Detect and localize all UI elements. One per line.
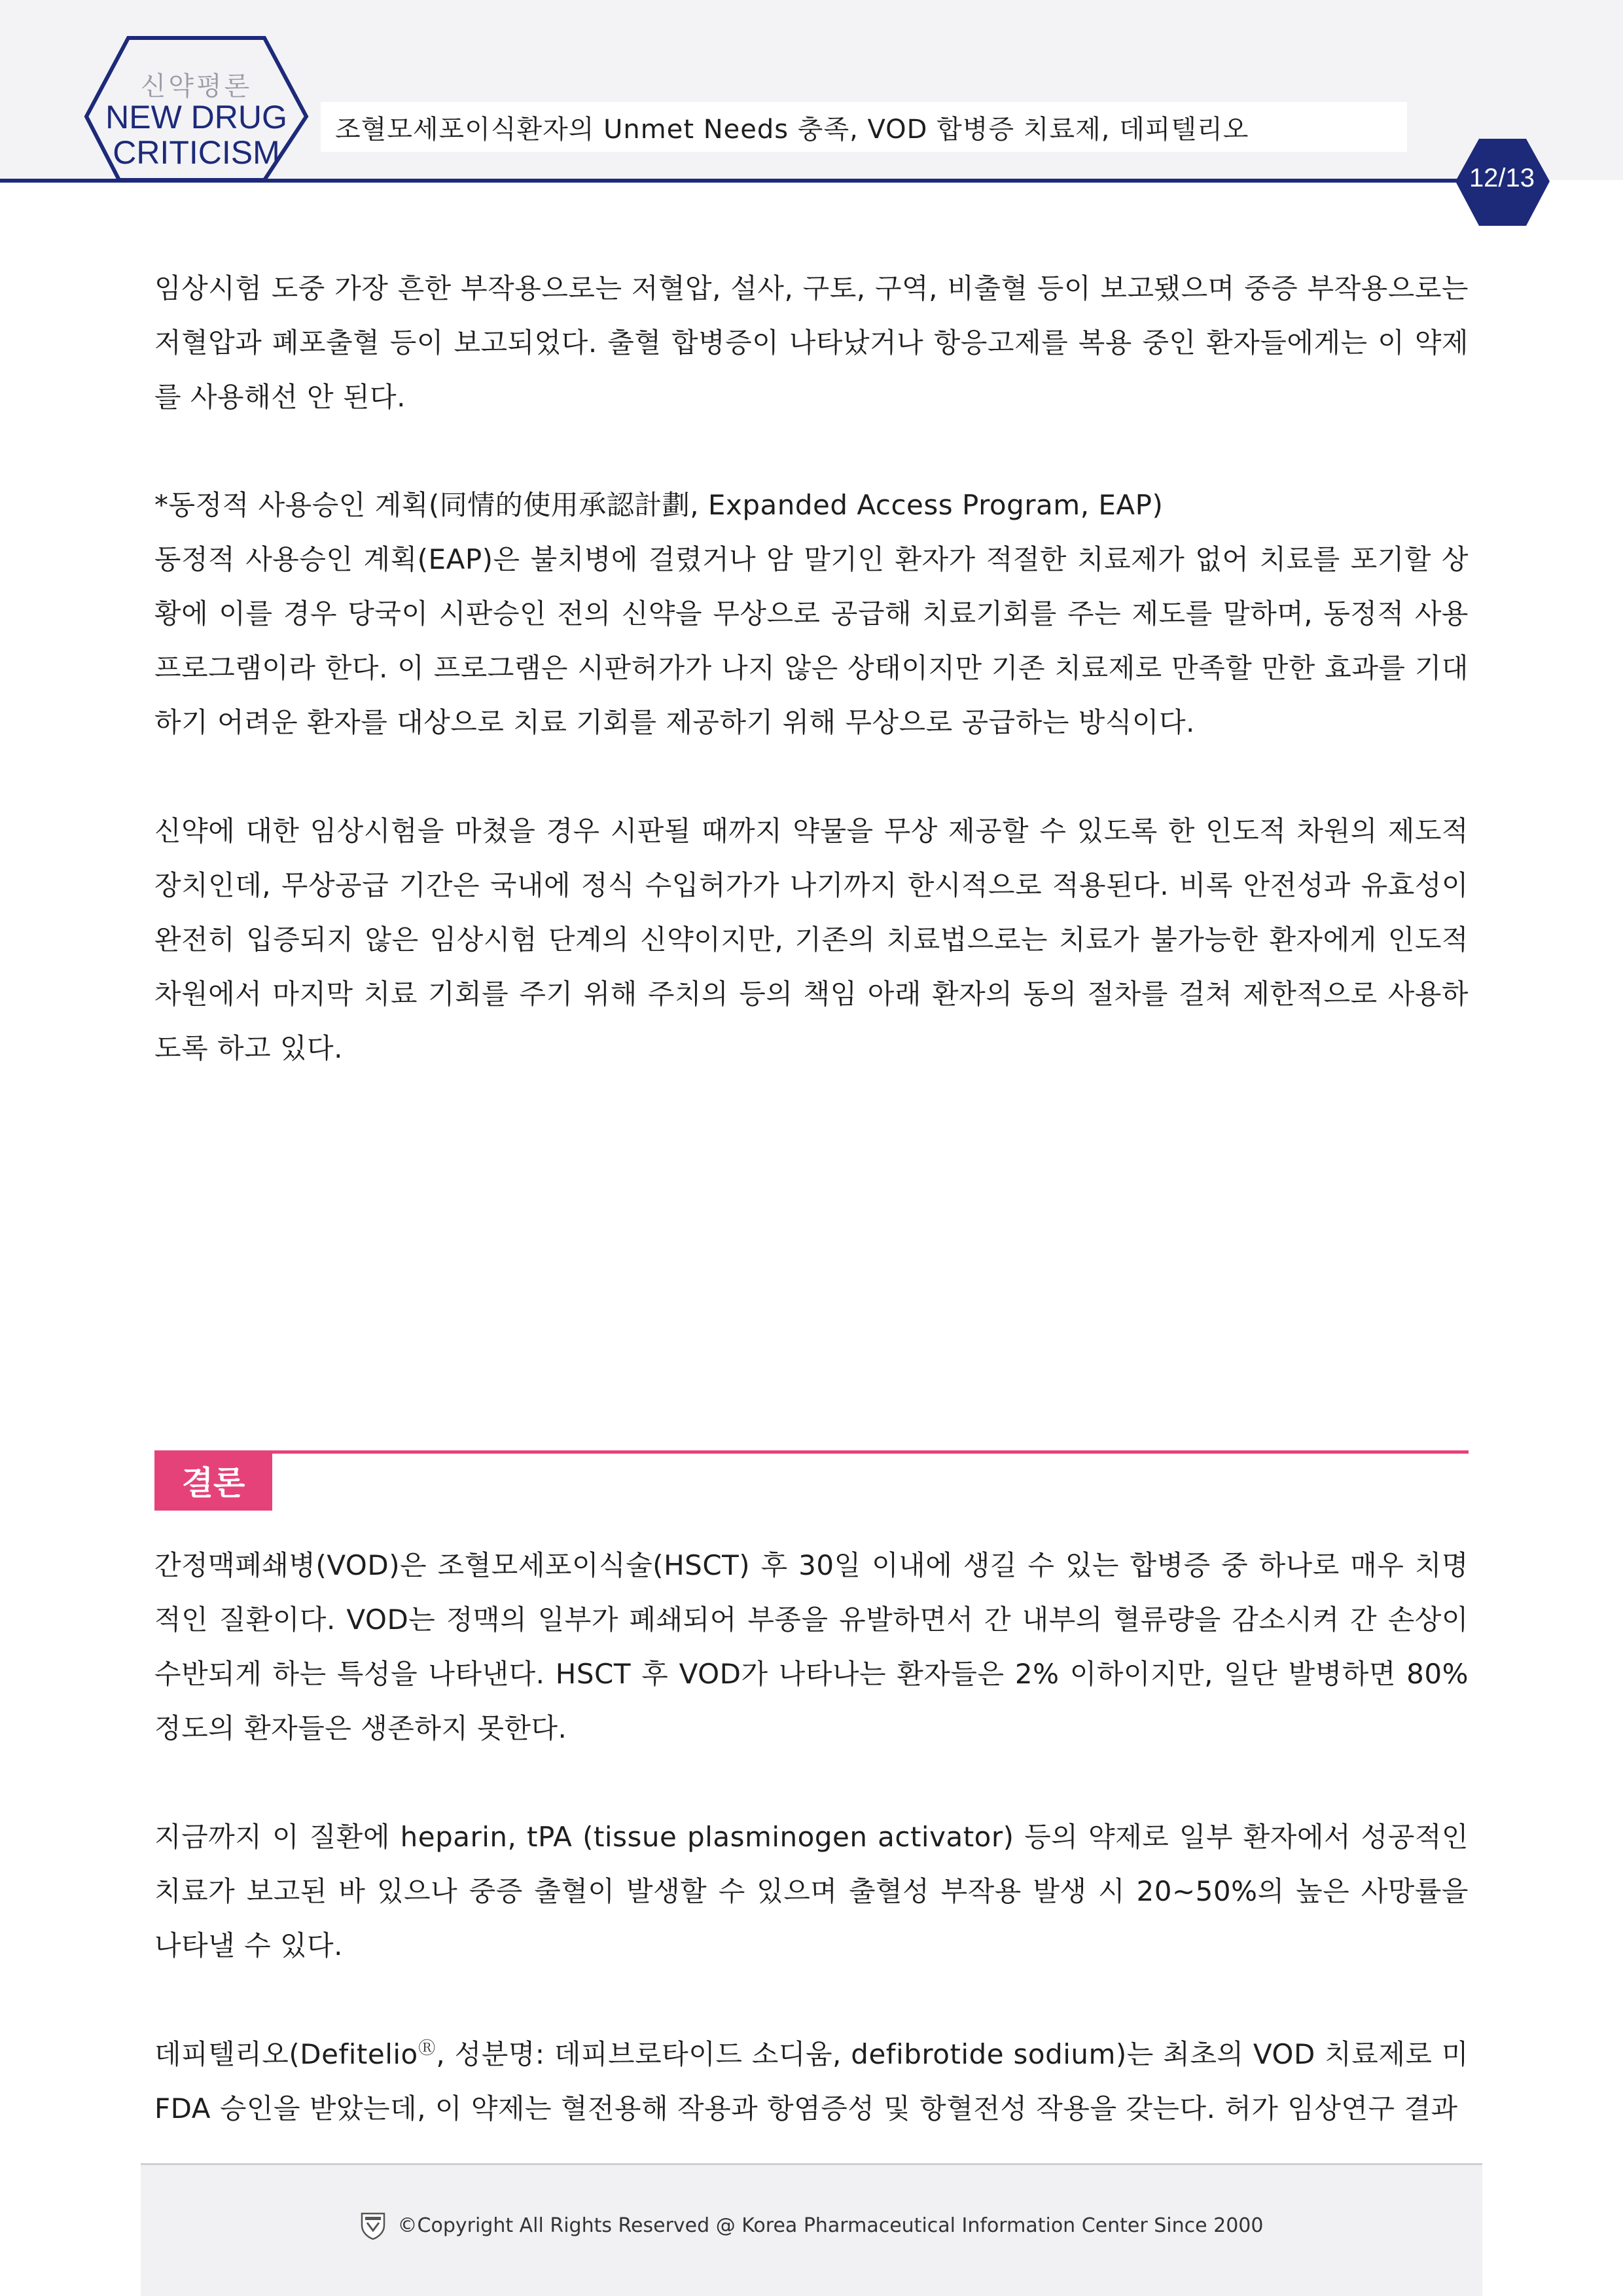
conclusion-p3-rest: , 성분명: 데피브로타이드 소디움, defibrotide sodium)는 최초의 VOD 치료제로 미 FDA 승인을 받았는데, 이 약제는 혈전용해 작용과 항염증성 및 항혈전성 작용을 갖는다. 허가 임상연구 결과 — [154, 2038, 1469, 2125]
logo-line-2: CRITICISM — [113, 134, 280, 171]
logo-english — [79, 99, 314, 170]
conclusion-rule — [154, 1450, 1469, 1454]
registered-mark: Ⓡ — [418, 2039, 437, 2058]
conclusion-heading: 결론 — [154, 1450, 272, 1511]
footer-copyright: ©Copyright All Rights Reserved @ Korea Pharmaceutical Information Center Since 2000 — [397, 2214, 1264, 2237]
conclusion-paragraph-3 — [154, 2027, 1469, 2136]
body-paragraph-2: 동정적 사용승인 계획(EAP)은 불치병에 걸렸거나 암 말기인 환자가 적절한 치료제가 없어 치료를 포기할 상황에 이를 경우 당국이 시판승인 전의 신약을 무상으로 공급해 치료기회를 주는 제도를 말하며, 동정적 사용 프로그램이라 한다. 이 프로그램은 시판허가가 나지 않은 상태이지만 기존 치료제로 만족할 만한 효과를 기대하기 어려운 환자를 대상으로 치료 기회를 제공하기 위해 무상으로 공급하는 방식이다. — [154, 543, 1469, 738]
logo-korean: 신약평론 — [140, 71, 253, 101]
body-paragraph-3: 신약에 대한 임상시험을 마쳤을 경우 시판될 때까지 약물을 무상 제공할 수 있도록 한 인도적 차원의 제도적 장치인데, 무상공급 기간은 국내에 정식 수입허가가 나기까지 한시적으로 적용된다. 비록 안전성과 유효성이 완전히 입증되지 않은 임상시험 단계의 신약이지만, 기존의 치료법으로는 치료가 불가능한 환자에게 인도적 차원에서 마지막 치료 기회를 주기 위해 주치의 등의 책임 아래 환자의 동의 절차를 걸쳐 제한적으로 사용하도록 하고 있다. — [154, 815, 1469, 1064]
conclusion-p3-start: 데피텔리오(Defitelio — [154, 2038, 418, 2070]
conclusion-paragraph-2: 지금까지 이 질환에 heparin, tPA (tissue plasminogen activator) 등의 약제로 일부 환자에서 성공적인 치료가 보고된 바 있으나 중증 출혈이 발생할 수 있으며 출혈성 부작용 발생 시 20~50%의 높은 사망률을 나타낼 수 있다. — [154, 1821, 1469, 1962]
conclusion-paragraph-1: 간정맥폐쇄병(VOD)은 조혈모세포이식술(HSCT) 후 30일 이내에 생길 수 있는 합병증 중 하나로 매우 치명적인 질환이다. VOD는 정맥의 일부가 폐쇄되어 부종을 유발하면서 간 내부의 혈류량을 감소시켜 간 손상이 수반되게 하는 특성을 나타낸다. HSCT 후 VOD가 나타나는 환자들은 2% 이하이지만, 일단 발병하면 80% 정도의 환자들은 생존하지 못한다. — [154, 1549, 1469, 1744]
eap-heading: *동정적 사용승인 계획(同情的使用承認計劃, Expanded Access Program, EAP) — [154, 489, 1164, 521]
logo-line-1: NEW DRUG — [105, 99, 287, 135]
page-indicator: 12/13 — [1469, 164, 1535, 192]
crest-icon — [360, 2211, 386, 2240]
footer — [0, 2211, 1623, 2240]
body-paragraph-1: 임상시험 도중 가장 흔한 부작용으로는 저혈압, 설사, 구토, 구역, 비출혈 등이 보고됐으며 중증 부작용으로는 저혈압과 폐포출혈 등이 보고되었다. 출혈 합병증이 나타났거나 항응고제를 복용 중인 환자들에게는 이 약제를 사용해선 안 된다. — [154, 272, 1469, 413]
header-title-box — [321, 102, 1407, 152]
header-title: 조혈모세포이식환자의 Unmet Needs 충족, VOD 합병증 치료제, 데피텔리오 — [335, 114, 1249, 145]
